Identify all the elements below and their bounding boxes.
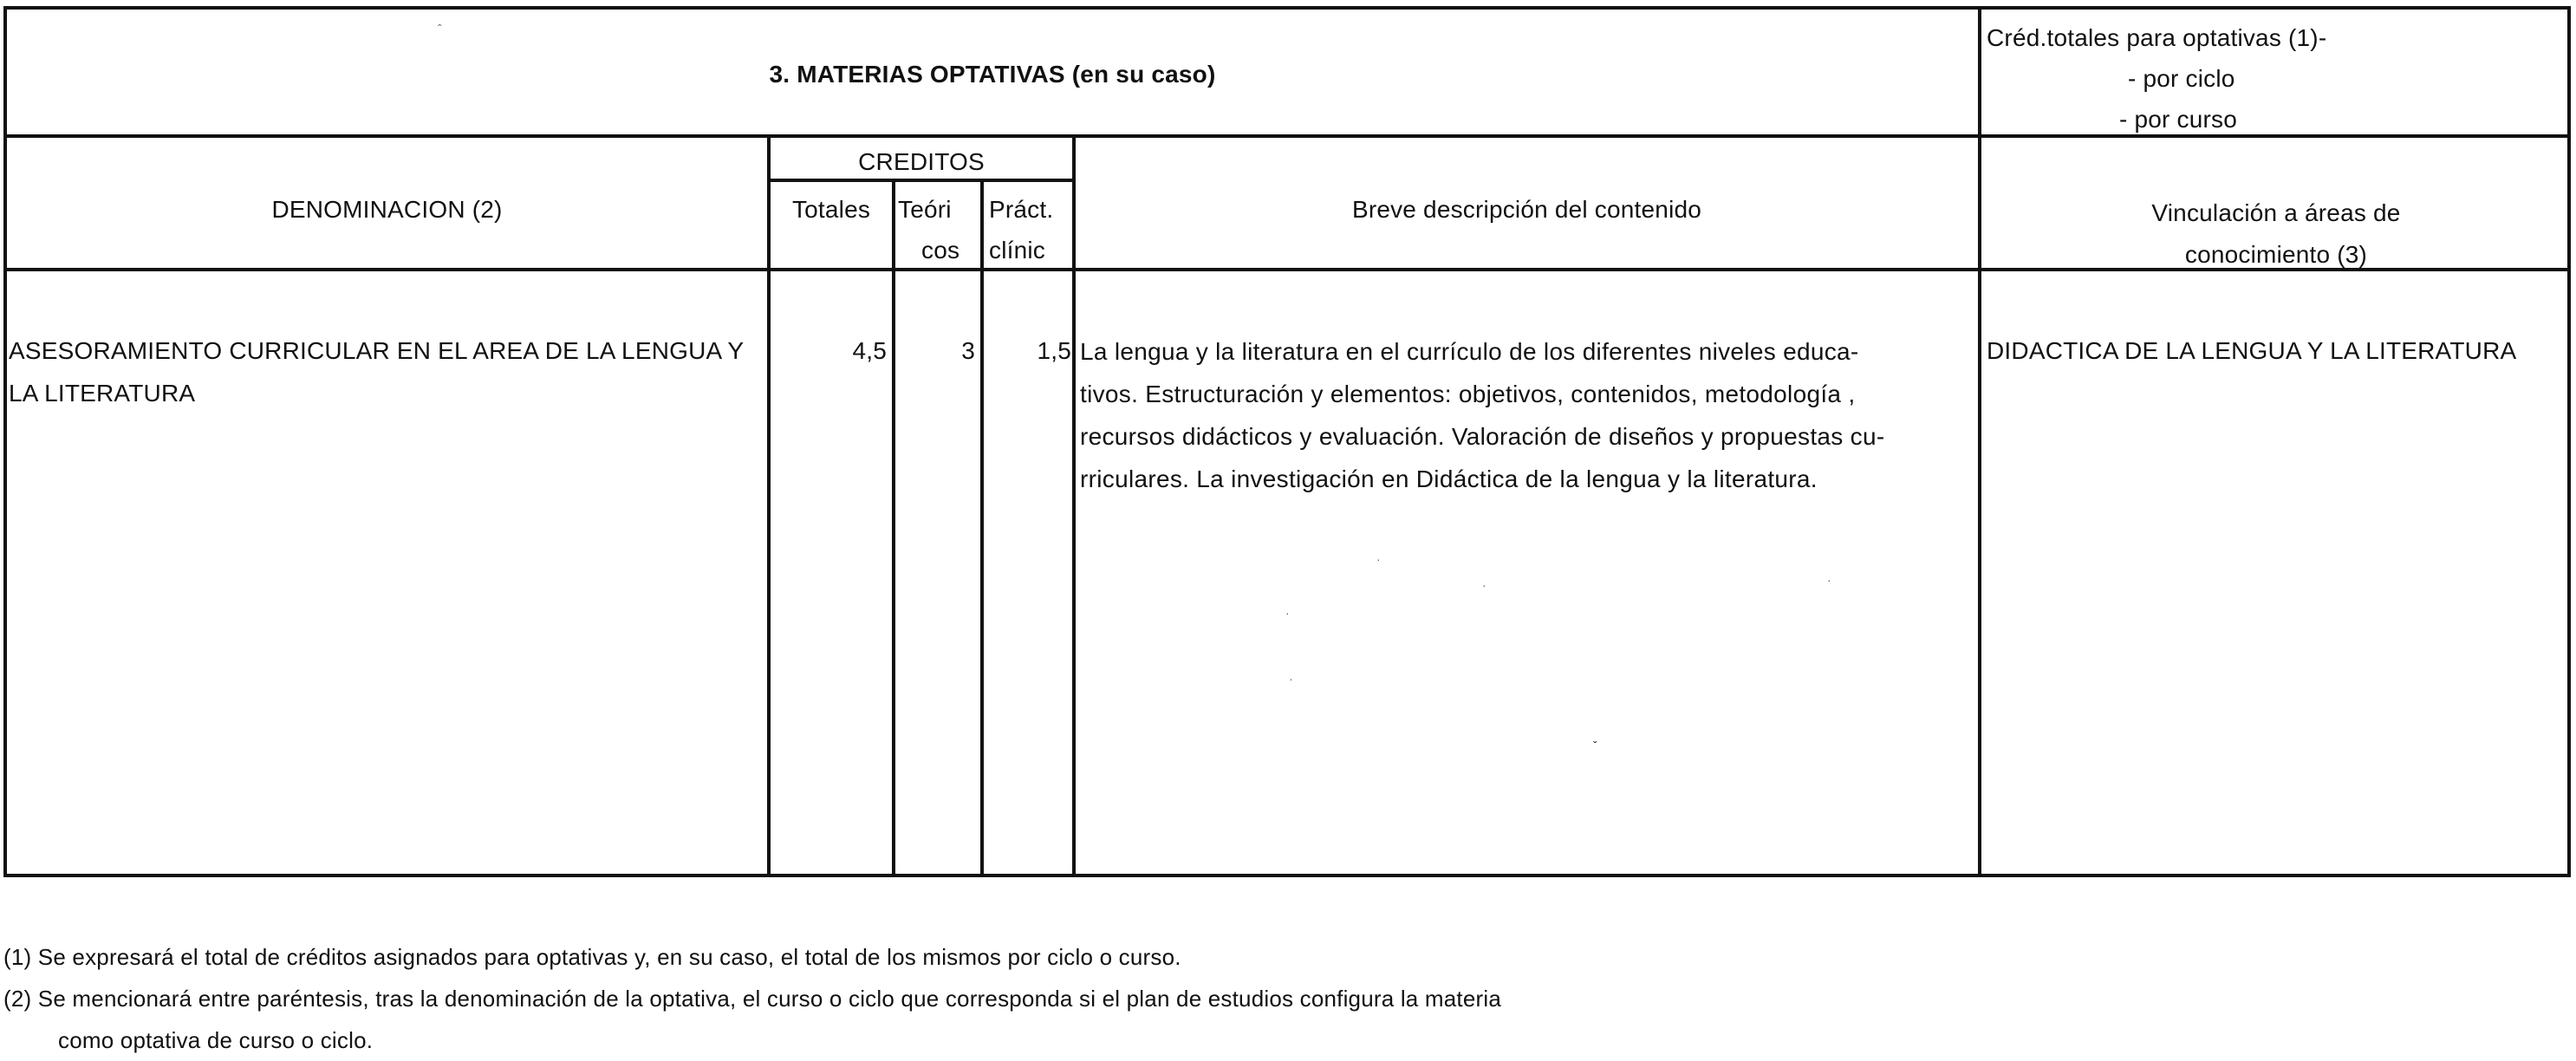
footnote-2-line2: como optativa de curso o ciclo.: [58, 1027, 374, 1053]
teoricos-header-line2: cos: [921, 237, 960, 264]
credits-per-cycle-label: - por ciclo: [2128, 65, 2235, 92]
scan-speck: ·: [1827, 573, 1831, 587]
scan-speck: ·: [1289, 672, 1293, 686]
practicos-cell: 1,5: [1037, 337, 1071, 364]
vinculacion-header-line1: Vinculación a áreas de: [2151, 199, 2401, 226]
teoricos-cell: 3: [961, 337, 975, 364]
practicos-header-line2: clínic: [989, 237, 1045, 264]
scan-speck: ˇ: [1593, 739, 1597, 752]
scan-speck: ˆ: [438, 22, 442, 36]
practicos-header-line1: Práct.: [989, 196, 1054, 223]
credits-total-label: Créd.totales para optativas (1)-: [1987, 24, 2327, 51]
denominacion-cell-line2: LA LITERATURA: [9, 380, 196, 407]
denominacion-header: DENOMINACION (2): [271, 196, 503, 223]
descripcion-line-1: La lengua y la literatura en el currículo de los diferentes niveles educa-: [1080, 338, 1859, 365]
credits-total-column-divider: [1978, 6, 1981, 877]
descripcion-line-4: rriculares. La investigación en Didáctica de la lengua y la literatura.: [1080, 465, 1818, 492]
totales-header: Totales: [791, 196, 871, 223]
totales-cell: 4,5: [852, 337, 887, 364]
vinculacion-cell: DIDACTICA DE LA LENGUA Y LA LITERATURA: [1987, 337, 2517, 364]
teoricos-column-divider: [980, 179, 984, 877]
creditos-header: CREDITOS: [858, 148, 985, 175]
scan-speck: ·: [1482, 578, 1486, 592]
descripcion-header: Breve descripción del contenido: [1351, 196, 1702, 223]
practicos-column-divider: [1072, 134, 1076, 877]
descripcion-line-3: recursos didácticos y evaluación. Valoración de diseños y propuestas cu-: [1080, 423, 1885, 450]
footnote-2-line1: (2) Se mencionará entre paréntesis, tras la denominación de la optativa, el curso o ciclo que corresponda si el plan de estudios configura la materia: [3, 986, 1501, 1012]
vinculacion-header-line2: conocimiento (3): [2184, 241, 2368, 268]
credits-per-course-label: - por curso: [2119, 106, 2238, 133]
scan-speck: ·: [1285, 606, 1290, 620]
section-title: 3. MATERIAS OPTATIVAS (en su caso): [769, 61, 1216, 88]
descripcion-line-2: tivos. Estructuración y elementos: objetivos, contenidos, metodología ,: [1080, 381, 1856, 407]
teoricos-header-line1: Teóri: [898, 196, 952, 223]
footnote-1: (1) Se expresará el total de créditos asignados para optativas y, en su caso, el total de los mismos por ciclo o curso.: [3, 944, 1181, 970]
scan-speck: ·: [1376, 552, 1381, 566]
denominacion-cell-line1: ASESORAMIENTO CURRICULAR EN EL AREA DE LA LENGUA Y: [9, 337, 745, 364]
totales-column-divider: [892, 179, 895, 877]
denominacion-column-divider: [767, 134, 771, 877]
